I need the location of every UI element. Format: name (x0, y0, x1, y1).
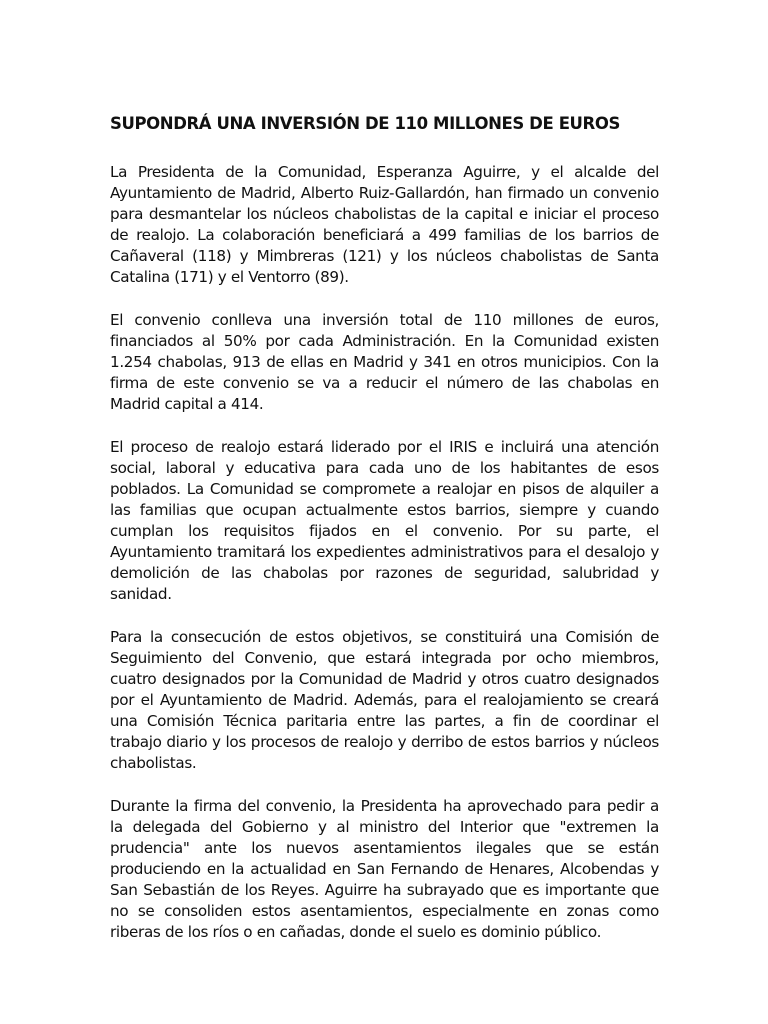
paragraph-3: El proceso de realojo estará liderado por el IRIS e incluirá una atención social, laboral y educativa para cada uno de los habitantes de esos poblados. La Comunidad se compromete a realojar en pisos de alquiler a las familias que ocupan actualmente estos barrios, siempre y cuando cumplan los requisitos fijados en el convenio. Por su parte, el Ayuntamiento tramitará los expedientes administrativos para el desalojo y demolición de las chabolas por razones de seguridad, salubridad y sanidad. (110, 438, 659, 603)
paragraph-5: Durante la firma del convenio, la Presidenta ha aprovechado para pedir a la delegada del Gobierno y al ministro del Interior que "extremen la prudencia" ante los nuevos asentamientos ilegales que se están produciendo en la actualidad en San Fernando de Henares, Alcobendas y San Sebastián de los Reyes. Aguirre ha subrayado que es importante que no se consoliden estos asentamientos, especialmente en zonas como riberas de los ríos o en cañadas, donde el suelo es dominio público. (110, 797, 659, 941)
paragraph-2: El convenio conlleva una inversión total de 110 millones de euros, financiados al 50% por cada Administración. En la Comunidad existen 1.254 chabolas, 913 de ellas en Madrid y 341 en otros municipios. Con la firma de este convenio se va a reducir el número de las chabolas en Madrid capital a 414. (110, 311, 659, 413)
paragraph-4: Para la consecución de estos objetivos, se constituirá una Comisión de Seguimiento del Convenio, que estará integrada por ocho miembros, cuatro designados por la Comunidad de Madrid y otros cuatro designados por el Ayuntamiento de Madrid. Además, para el realojamiento se creará una Comisión Técnica paritaria entre las partes, a fin de coordinar el trabajo diario y los procesos de realojo y derribo de estos barrios y núcleos chabolistas. (110, 628, 659, 772)
page-title: SUPONDRÁ UNA INVERSIÓN DE 110 MILLONES DE EUROS (110, 114, 620, 133)
paragraph-1: La Presidenta de la Comunidad, Esperanza Aguirre, y el alcalde del Ayuntamiento de Madrid, Alberto Ruiz-Gallardón, han firmado un convenio para desmantelar los núcleos chabolistas de la capital e iniciar el proceso de realojo. La colaboración beneficiará a 499 familias de los barrios de Cañaveral (118) y Mimbreras (121) y los núcleos chabolistas de Santa Catalina (171) y el Ventorro (89). (110, 163, 659, 286)
document-page (110, 112, 659, 965)
